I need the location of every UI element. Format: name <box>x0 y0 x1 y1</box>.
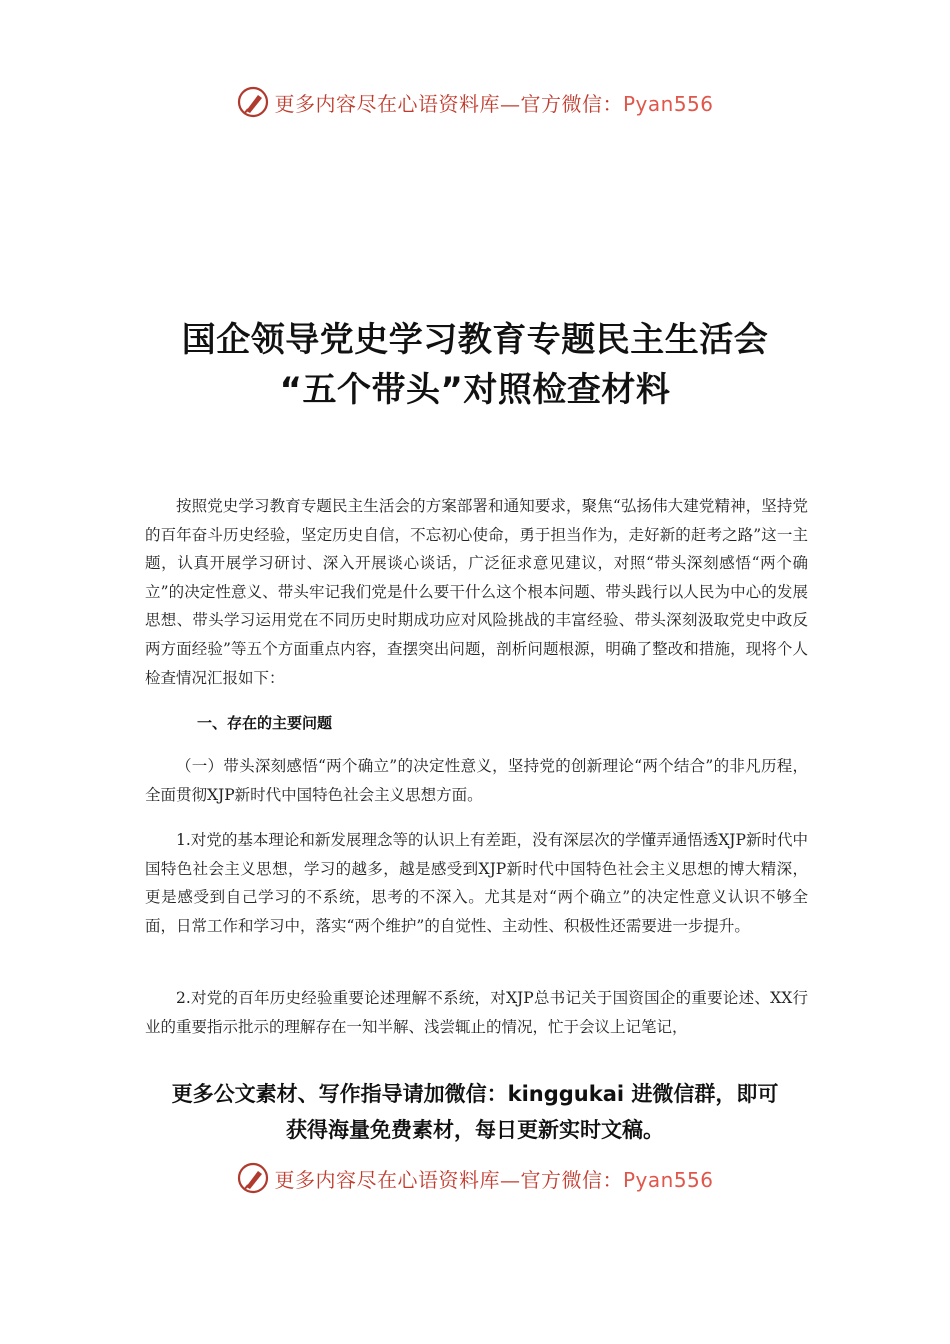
footer-banner <box>0 1158 950 1198</box>
pen-nib-circle-icon <box>236 85 270 119</box>
footer-banner-text: 更多内容尽在心语资料库—官方微信：Pyan556 <box>274 1167 714 1192</box>
subsection-paragraph: （一）带头深刻感悟“两个确立”的决定性意义，坚持党的创新理论“两个结合”的非凡历程，全面贯彻XJP新时代中国特色社会主义思想方面。 <box>145 757 808 804</box>
banner-text: 更多内容尽在心语资料库—官方微信：Pyan556 <box>274 91 714 116</box>
header-banner <box>0 82 950 122</box>
banner-account: Pyan556 <box>622 91 714 116</box>
item-paragraph-2: 2.对党的百年历史经验重要论述理解不系统，对XJP总书记关于国资国企的重要论述、XX行业的重要指示批示的理解存在一知半解、浅尝辄止的情况，忙于会议上记笔记， <box>145 989 808 1036</box>
section-heading: 一、存在的主要问题 <box>197 714 333 732</box>
promo-line2: 获得海量免费素材，每日更新实时文稿。 <box>286 1118 664 1142</box>
promo-line1: 更多公文素材、写作指导请加微信：kinggukai 进微信群，即可 <box>171 1082 779 1106</box>
item-paragraph-1: 1.对党的基本理论和新发展理念等的认识上有差距，没有深层次的学懂弄通悟透XJP新时代中国特色社会主义思想，学习的越多，越是感受到XJP新时代中国特色社会主义思想的博大精深，更是感受到自己学习的不系统，思考的不深入。尤其是对“两个确立”的决定性意义认识不够全面，日常工作和学习中，落实“两个维护”的自觉性、主动性、积极性还需要进一步提升。 <box>145 831 808 935</box>
document-title-line2: “五个带头”对照检查材料 <box>279 370 671 410</box>
pen-nib-circle-icon <box>236 1161 270 1195</box>
intro-paragraph: 按照党史学习教育专题民主生活会的方案部署和通知要求，聚焦“弘扬伟大建党精神，坚持党的百年奋斗历史经验，坚定历史自信，不忘初心使命，勇于担当作为，走好新的赶考之路”这一主题，认真开展学习研讨、深入开展谈心谈话，广泛征求意见建议，对照“带头深刻感悟“两个确立”的决定性意义、带头牢记我们党是什么要干什么这个根本问题、带头践行以人民为中心的发展思想、带头学习运用党在不同历史时期成功应对风险挑战的丰富经验、带头深刻汲取党史中政反两方面经验”等五个方面重点内容，查摆突出问题，剖析问题根源，明确了整改和措施，现将个人检查情况汇报如下： <box>145 497 808 687</box>
footer-banner-account: Pyan556 <box>622 1167 714 1192</box>
document-title-line1: 国企领导党史学习教育专题民主生活会 <box>181 320 769 360</box>
